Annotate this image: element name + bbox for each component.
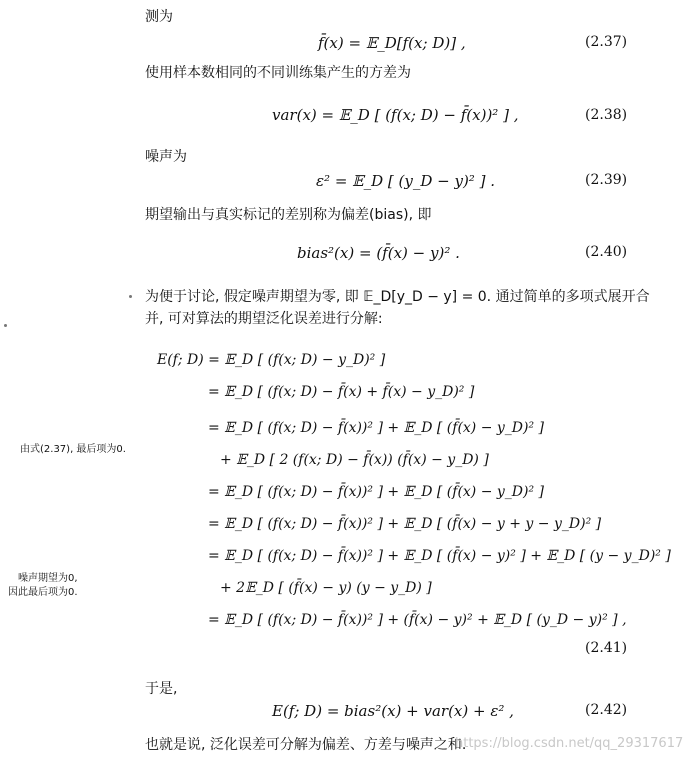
- derivation-line: = 𝔼_D [ (f(x; D) − f̄(x))² ] + (f̄(x) − y)² + 𝔼_D [ (y_D − y)² ] ,: [208, 612, 627, 628]
- equation-number: (2.40): [585, 244, 628, 260]
- equation-2-40: bias²(x) = (f̄(x) − y)² .: [297, 244, 460, 262]
- side-note: 由式(2.37), 最后项为0.: [20, 444, 126, 455]
- paragraph-text: 期望输出与真实标记的差别称为偏差(bias), 即: [145, 207, 432, 223]
- watermark-text: https://blog.csdn.net/qq_29317617: [455, 736, 684, 751]
- paragraph-text: 噪声为: [145, 149, 187, 165]
- derivation-line: = 𝔼_D [ (f(x; D) − f̄(x))² ] + 𝔼_D [ (f̄(x) − y_D)² ]: [208, 420, 545, 436]
- equation-2-37: f̄(x) = 𝔼_D[f(x; D)] ,: [318, 34, 466, 52]
- derivation-line: E(f; D) = 𝔼_D [ (f(x; D) − y_D)² ]: [157, 352, 386, 368]
- equation-2-39: ε² = 𝔼_D [ (y_D − y)² ] .: [316, 172, 495, 190]
- paragraph-text: 也就是说, 泛化误差可分解为偏差、方差与噪声之和.: [145, 737, 467, 753]
- derivation-line: + 𝔼_D [ 2 (f(x; D) − f̄(x)) (f̄(x) − y_D) ]: [220, 452, 489, 468]
- paragraph-text: 使用样本数相同的不同训练集产生的方差为: [145, 65, 411, 81]
- equation-number: (2.41): [585, 640, 628, 656]
- derivation-line: + 2𝔼_D [ (f̄(x) − y) (y − y_D) ]: [220, 580, 432, 596]
- derivation-line: = 𝔼_D [ (f(x; D) − f̄(x))² ] + 𝔼_D [ (f̄(x) − y + y − y_D)² ]: [208, 516, 602, 532]
- derivation-line: = 𝔼_D [ (f(x; D) − f̄(x))² ] + 𝔼_D [ (f̄(x) − y)² ] + 𝔼_D [ (y − y_D)² ]: [208, 548, 671, 564]
- margin-dot: [4, 324, 7, 327]
- equation-2-38: var(x) = 𝔼_D [ (f(x; D) − f̄(x))² ] ,: [272, 106, 519, 124]
- side-note: 噪声期望为0,: [18, 573, 78, 584]
- derivation-line: = 𝔼_D [ (f(x; D) − f̄(x) + f̄(x) − y_D)² ]: [208, 384, 475, 400]
- paragraph-text: 测为: [145, 9, 173, 25]
- paragraph-text: 为便于讨论, 假定噪声期望为零, 即 𝔼_D[y_D − y] = 0. 通过简单的多项式展开合: [145, 289, 650, 305]
- margin-dot: [129, 295, 132, 298]
- equation-2-42: E(f; D) = bias²(x) + var(x) + ε² ,: [272, 702, 514, 720]
- equation-number: (2.37): [585, 34, 628, 50]
- paragraph-text: 并, 可对算法的期望泛化误差进行分解:: [145, 311, 383, 327]
- side-note: 因此最后项为0.: [8, 587, 78, 598]
- paragraph-text: 于是,: [145, 681, 178, 697]
- equation-number: (2.39): [585, 172, 628, 188]
- equation-number: (2.38): [585, 107, 628, 123]
- derivation-line: = 𝔼_D [ (f(x; D) − f̄(x))² ] + 𝔼_D [ (f̄(x) − y_D)² ]: [208, 484, 545, 500]
- equation-number: (2.42): [585, 702, 628, 718]
